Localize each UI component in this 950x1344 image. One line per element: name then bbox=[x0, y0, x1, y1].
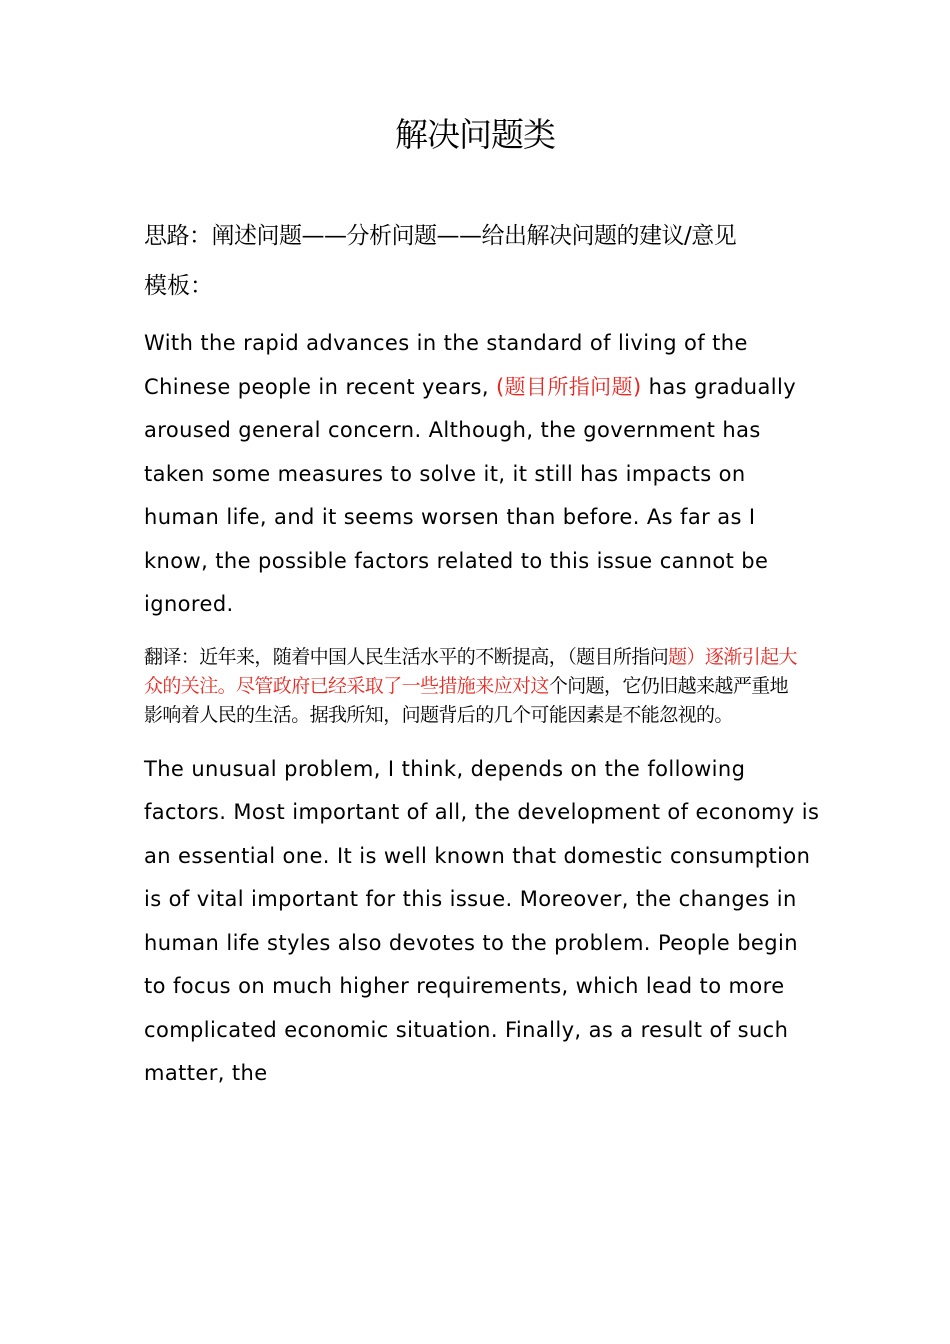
topic-placeholder-highlight: (题目所指问题) bbox=[495, 374, 642, 399]
page-title: 解决问题类 bbox=[395, 115, 555, 154]
paragraph-1-text-end: has gradually aroused general concern. Although, the government has taken some measures to solve it, it still has impacts on human life, and it seems worsen than before. As far as I know, the possible factors related to this issue cannot be ignored. bbox=[144, 374, 797, 616]
approach-line: 思路：阐述问题——分析问题——给出解决问题的建议/意见 bbox=[144, 223, 737, 249]
paragraph-1-text-start: With the rapid advances in the standard of living of the Chinese people in recent years, bbox=[144, 331, 748, 399]
template-paragraph-1 bbox=[144, 322, 824, 627]
template-paragraph-2: The unusual problem, I think, depends on the following factors. Most important of all, the development of economy is an essential one. It is well known that domestic consumption is of vital important for this issue. Moreover, the changes in human life styles also devotes to the problem. People begin to focus on much higher requirements, which lead to more complicated economic situation. Finally, as a result of such matter, the bbox=[144, 756, 820, 1085]
translation-part-1: 翻译：近年来，随着中国人民生活水平的不断提高，（题目所指问 bbox=[144, 645, 669, 668]
translation-part-3: 个问题，它仍旧越来越严重地影响着人民的生活。据我所知，问题背后的几个可能因素是不能忽视的。 bbox=[144, 674, 789, 726]
document-body bbox=[144, 220, 824, 1096]
translation-paragraph bbox=[144, 643, 804, 730]
template-label: 模板： bbox=[144, 273, 213, 299]
translation-highlight: 题）逐渐引起大众的关注。尽管政府已经采取了一些措施来应对这 bbox=[144, 645, 797, 697]
